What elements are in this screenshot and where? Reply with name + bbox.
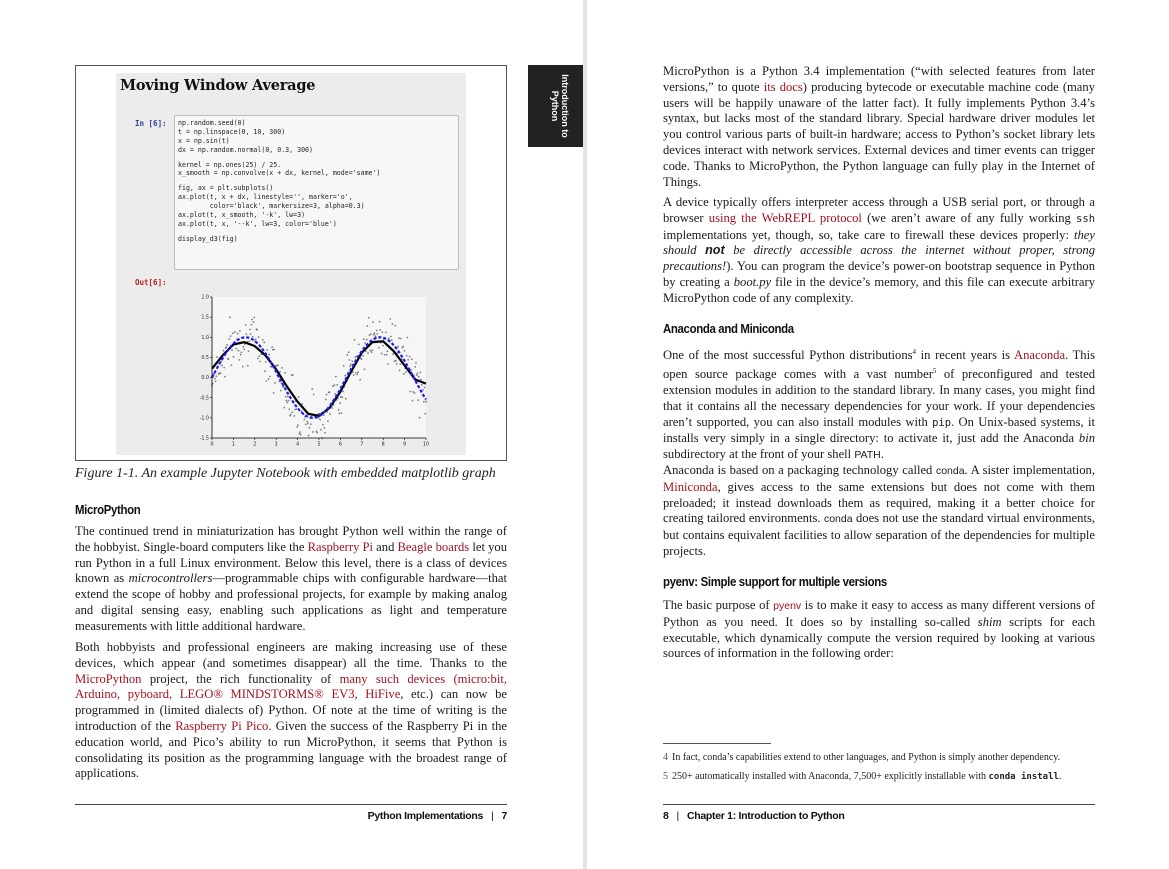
left-page <box>0 0 583 869</box>
section-heading-micropython: MicroPython <box>75 502 141 517</box>
code-line: t = np.linspace(0, 10, 300) <box>178 127 286 136</box>
code-line: color='black', markersize=3, alpha=0.3) <box>178 202 365 211</box>
svg-text:8: 8 <box>381 442 385 448</box>
link-webrepl[interactable]: using the WebREPL protocol <box>708 210 862 225</box>
y-axis-ticks <box>200 295 212 442</box>
code-line: ax.plot(t, x_smooth, '-k', lw=3) <box>178 211 306 220</box>
svg-text:1.5: 1.5 <box>201 315 209 321</box>
svg-text:0.5: 0.5 <box>201 356 209 362</box>
svg-text:1: 1 <box>231 442 235 448</box>
paragraph-micropython-1: The continued trend in miniaturization has brought Python well within the range of the hobbyist. Single-board computers like the Raspberry Pi and Beagle boards let you run Python in a full Linux environment. Below this level, there is a class of devices known as microcontrollers—programmable chips with configurable hardware—that extend the scope of hobby and professional projects, for example by making analog and digital sensing easy, enabling such applications as light and temperature measurements with little additional hardware. <box>75 524 507 633</box>
link-pyenv[interactable]: pyenv <box>773 600 802 612</box>
chapter-thumb-tab <box>528 65 583 147</box>
paragraph-anaconda-2: Anaconda is based on a packaging technology called conda. A sister implementation, Miniconda, gives access to the same extensions but does not come with them preloaded; it instead downloads them as required, making it a better choice for creating tailored environments. conda does not use the standard virtual environments, but contains equivalent facilities to allow separation of the dependencies for multiple projects. <box>663 463 1095 558</box>
paragraph-pyenv: The basic purpose of pyenv is to make it easy to access as many different versions of Python as you need. It does so by installing so-called shim scripts for each executable, which dynamically compute the version required by looking at various sources of information in the following order: <box>663 598 1095 661</box>
link-its-docs[interactable]: its docs <box>763 79 803 94</box>
paragraph-micropython-4: A device typically offers interpreter access through a USB serial port, or through a browser using the WebREPL protocol (we aren’t aware of any fully working ssh implementations yet, though, so, take care to firewall these devices properly: they should not be directly accessible across the internet without proper, strong precautions!). You can program the device’s power-on bootstrap sequence in Python by creating a boot.py file in the device’s memory, and this file can execute arbitrary MicroPython code of any complexity. <box>663 195 1096 305</box>
svg-text:1.0: 1.0 <box>201 335 209 341</box>
output-prompt: Out[6]: <box>135 278 167 287</box>
footnote-4: 4 In fact, conda’s capabilities extend to other languages, and Python is simply another dependency. <box>663 752 1061 763</box>
link-raspberry-pi[interactable]: Raspberry Pi <box>307 539 374 554</box>
link-beagle-boards[interactable]: Beagle boards <box>397 539 470 554</box>
svg-text:6: 6 <box>338 442 342 448</box>
footer-rule <box>75 804 507 805</box>
notebook-screenshot <box>116 73 466 455</box>
code-line: ax.plot(t, x, '--k', lw=3, color='blue') <box>178 219 337 228</box>
paragraph-micropython-2: Both hobbyists and professional engineers are making increasing use of these devices, which appear (and sometimes disappear) all the time. Thanks to the MicroPython project, the rich functionality of many such devices (micro:bit, Arduino, pyboard, LEGO® MINDSTORMS® EV3, HiFive, etc.) can now be programmed in (limited dialects of) Python. Of note at the time of writing is the introduction of the Raspberry Pi Pico. Given the success of the Raspberry Pi in the education world, and Pico’s ability to run MicroPython, it seems that Python is consolidating its position as the programming language with the broadest range of applications. <box>75 640 507 781</box>
page-number: 8 <box>663 810 669 822</box>
code-cell <box>174 115 459 270</box>
matplotlib-chart <box>192 293 470 453</box>
right-footer <box>663 810 845 822</box>
thumb-tab-line2: Python <box>550 90 560 122</box>
svg-text:4: 4 <box>296 442 300 448</box>
svg-text:7: 7 <box>360 442 364 448</box>
figure-frame <box>75 65 507 461</box>
code-line: display_d3(fig) <box>178 234 238 243</box>
svg-text:2: 2 <box>253 442 257 448</box>
svg-text:-0.5: -0.5 <box>199 396 209 402</box>
footer-separator: | <box>491 810 494 822</box>
code-line: x = np.sin(t) <box>178 136 230 145</box>
paragraph-micropython-3: MicroPython is a Python 3.4 implementation (“with selected features from later versions,” to quote its docs) producing bytecode or executable machine code (many users will be happily unaware of the latter fact). It fully implements Python 3.4’s syntax, but lacks most of the standard library. Special hardware driver modules let you control various parts of built-in hardware; access to Python’s socket library lets devices interact with network services. External devices and timer events can trigger code. Thanks to MicroPython, the Python language can fully play in the Internet of Things. <box>663 64 1095 189</box>
footer-section-title: Python Implementations <box>367 810 484 822</box>
footnote-ref-4[interactable]: 4 <box>912 348 917 356</box>
svg-text:9: 9 <box>403 442 407 448</box>
link-miniconda[interactable]: Miniconda <box>663 479 718 494</box>
code-line: fig, ax = plt.subplots() <box>178 184 274 193</box>
svg-text:-1.5: -1.5 <box>199 436 209 442</box>
svg-text:-1.0: -1.0 <box>199 416 209 422</box>
input-prompt: In [6]: <box>135 119 167 128</box>
svg-text:0.0: 0.0 <box>201 376 209 382</box>
code-line: kernel = np.ones(25) / 25. <box>178 160 282 169</box>
link-anaconda[interactable]: Anaconda <box>1014 348 1066 363</box>
footer-rule-right <box>663 804 1095 805</box>
page-number: 7 <box>501 810 507 822</box>
code-line: x_smooth = np.convolve(x + dx, kernel, mode='same') <box>178 169 381 178</box>
footnote-rule <box>663 743 771 744</box>
notebook-title: Moving Window Average <box>120 77 316 94</box>
code-line: dx = np.random.normal(0, 0.3, 300) <box>178 145 313 154</box>
figure-caption: Figure 1-1. An example Jupyter Notebook with embedded matplotlib graph <box>75 466 496 481</box>
section-heading-anaconda: Anaconda and Miniconda <box>663 321 794 336</box>
svg-text:5: 5 <box>317 442 321 448</box>
x-axis-ticks <box>210 438 429 448</box>
paragraph-anaconda-1: One of the most successful Python distributions$^4$ in recent years is Anaconda. This open source package comes with a vast number$^5$ of preconfigured and tested extension modules in addition to the standard library. In many cases, you might find that it contains all the necessary dependencies for your work. If your dependencies aren’t supported, you can also install modules with pip. On Unix-based systems, it installs very simply in a single directory: to activate it, just add the Anaconda bin subdirectory at the front of your shell PATH. <box>663 348 1095 462</box>
link-many-devices[interactable]: many such devices (micro:bit, Arduino, pyboard, LEGO® MINDSTORMS® EV3, HiFive <box>75 671 507 702</box>
svg-text:3: 3 <box>274 442 278 448</box>
code-line: ax.plot(t, x + dx, linestyle='', marker='o', <box>178 193 353 202</box>
link-micropython[interactable]: MicroPython <box>75 671 142 686</box>
footnote-ref-5[interactable]: 5 <box>932 366 937 375</box>
thumb-tab-line1: Introduction to <box>560 74 570 138</box>
svg-text:2.0: 2.0 <box>201 295 209 301</box>
code-line: np.random.seed(0) <box>178 119 246 127</box>
footer-separator: | <box>676 810 679 822</box>
section-heading-pyenv: pyenv: Simple support for multiple versions <box>663 574 887 589</box>
footnote-5: 5 250+ automatically installed with Anaconda, 7,500+ explicitly installable with conda install. <box>663 771 1062 782</box>
left-footer <box>368 810 507 822</box>
svg-text:0: 0 <box>210 442 214 448</box>
link-raspberry-pi-pico[interactable]: Raspberry Pi Pico <box>175 718 269 733</box>
svg-text:10: 10 <box>422 442 430 448</box>
footer-chapter-title: Chapter 1: Introduction to Python <box>686 810 845 822</box>
